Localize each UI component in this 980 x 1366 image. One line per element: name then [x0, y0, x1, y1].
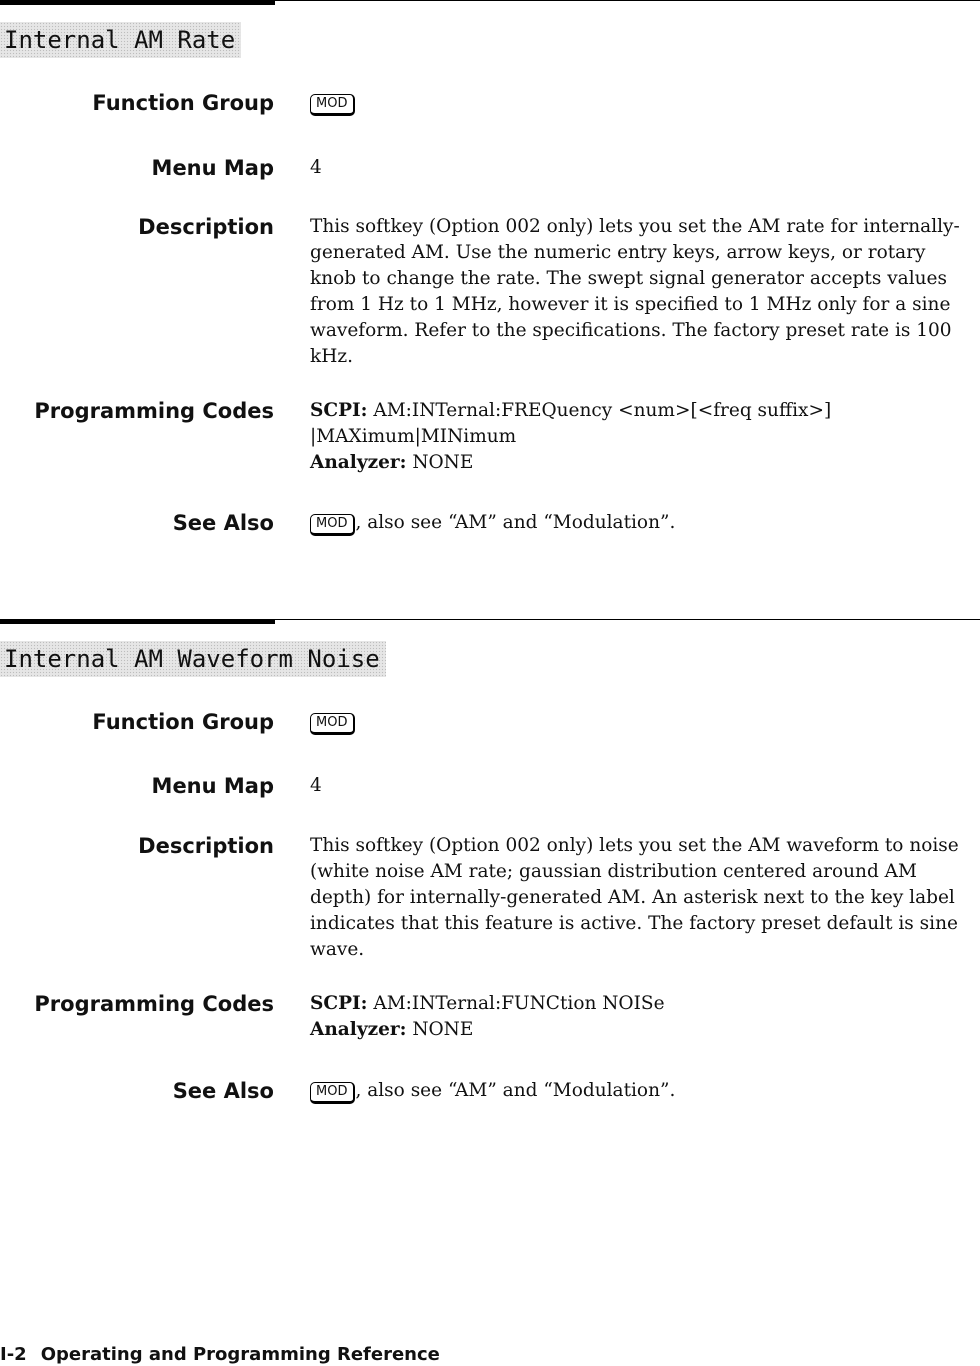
menu-map-value: 4 [310, 775, 322, 796]
analyzer-value: NONE [412, 452, 474, 473]
footer-title: Operating and Programming Reference [40, 1344, 440, 1365]
function-group-value [310, 709, 974, 735]
function-group-label: Function Group [92, 710, 274, 734]
description-text: This softkey (Option 002 only) lets you set the AM waveform to noise (white noise AM rate; gaussian distribution centered around AM depth) for internally-generated AM. An asterisk next to the key label indicates that this feature is active. The factory preset default is sine wave. [310, 835, 959, 960]
scpi-continuation: |MAXimum|MINimum [310, 426, 517, 447]
scpi-line [310, 398, 974, 424]
entry-title: Internal AM Rate [0, 22, 241, 58]
see-also-label: See Also [172, 1079, 274, 1103]
scpi-command: AM:INTernal:FUNCtion NOISe [373, 993, 665, 1014]
section-rule-thin [275, 619, 980, 620]
programming-codes-label: Programming Codes [34, 399, 274, 423]
mod-key: MOD [310, 1082, 355, 1104]
description-text: This softkey (Option 002 only) lets you set the AM rate for internally-generated AM. Use the numeric entry keys, arrow keys, or rotary knob to change the rate. The swept signal generator accepts values from 1 Hz to 1 MHz, however it is specified to 1 MHz only for a sine waveform. Refer to the specifications. The factory preset rate is 100 kHz. [310, 216, 960, 367]
analyzer-label: Analyzer: [310, 1019, 407, 1040]
page-footer [0, 1344, 440, 1366]
menu-map-label: Menu Map [151, 774, 274, 798]
section-rule-thin [275, 0, 980, 1]
programming-codes-value [310, 398, 974, 476]
description-label: Description [138, 215, 274, 239]
programming-codes-value [310, 991, 974, 1043]
see-also-value [310, 510, 974, 536]
see-also-value [310, 1078, 974, 1104]
analyzer-label: Analyzer: [310, 452, 407, 473]
function-group-value [310, 90, 974, 116]
scpi-label: SCPI: [310, 400, 368, 421]
analyzer-value: NONE [412, 1019, 474, 1040]
see-also-text: , also see “AM” and “Modulation”. [355, 1080, 676, 1101]
description-label: Description [138, 834, 274, 858]
entry-title: Internal AM Waveform Noise [0, 641, 386, 677]
function-group-label: Function Group [92, 91, 274, 115]
analyzer-line [310, 450, 974, 476]
see-also-text: , also see “AM” and “Modulation”. [355, 512, 676, 533]
page-number: I-2 [0, 1344, 27, 1365]
scpi-label: SCPI: [310, 993, 368, 1014]
analyzer-line [310, 1017, 974, 1043]
mod-key: MOD [310, 514, 355, 536]
section-rule-thick [0, 619, 275, 624]
see-also-label: See Also [172, 511, 274, 535]
mod-key: MOD [310, 94, 355, 116]
section-rule-thick [0, 0, 275, 5]
programming-codes-label: Programming Codes [34, 992, 274, 1016]
menu-map-label: Menu Map [151, 156, 274, 180]
scpi-command: AM:INTernal:FREQuency <num>[<freq suffix>] [373, 400, 832, 421]
menu-map-value: 4 [310, 157, 322, 178]
mod-key: MOD [310, 713, 355, 735]
scpi-line [310, 991, 974, 1017]
